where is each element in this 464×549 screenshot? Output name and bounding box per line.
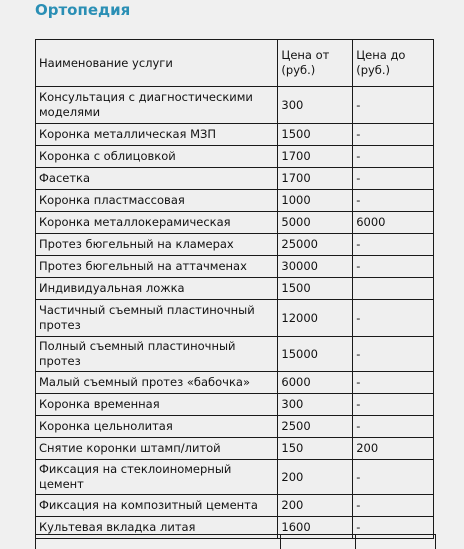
table-row — [36, 495, 434, 517]
table-header-row — [36, 40, 434, 87]
table-row — [36, 372, 434, 394]
table-row — [36, 146, 434, 168]
cell-service-name: Малый съемный протез «бабочка» — [36, 372, 278, 394]
cell-price-from: 300 — [278, 394, 353, 416]
table-body — [36, 87, 434, 539]
cell-price-from: 150 — [278, 438, 353, 460]
cell-service-name: Протез бюгельный на аттачменах — [36, 256, 278, 278]
cell-service-name: Коронка временная — [36, 394, 278, 416]
cell-price-from: 1500 — [278, 278, 353, 300]
table-row — [36, 256, 434, 278]
table-row — [36, 212, 434, 234]
column-divider — [280, 535, 281, 549]
cell-service-name: Консультация с диагностическими моделями — [36, 87, 278, 124]
cell-price-from: 200 — [278, 460, 353, 495]
cell-price-from: 1700 — [278, 168, 353, 190]
cell-service-name: Частичный съемный пластиночный протез — [36, 300, 278, 337]
table-row — [36, 168, 434, 190]
cell-price-to: - — [353, 234, 434, 256]
cell-price-to: - — [353, 337, 434, 372]
table-row — [36, 438, 434, 460]
cell-service-name: Фиксация на стеклоиномерный цемент — [36, 460, 278, 495]
table-row — [36, 460, 434, 495]
cell-price-from: 15000 — [278, 337, 353, 372]
cell-price-to: 200 — [353, 438, 434, 460]
cell-price-from: 2500 — [278, 416, 353, 438]
cell-service-name: Снятие коронки штамп/литой — [36, 438, 278, 460]
cell-price-from: 1700 — [278, 146, 353, 168]
cell-service-name: Коронка пластмассовая — [36, 190, 278, 212]
cell-price-to: - — [353, 394, 434, 416]
cell-price-from: 30000 — [278, 256, 353, 278]
cell-service-name: Коронка с облицовкой — [36, 146, 278, 168]
cell-service-name: Фасетка — [36, 168, 278, 190]
cell-price-from: 1500 — [278, 124, 353, 146]
cell-price-to: - — [353, 87, 434, 124]
cell-price-to: - — [353, 372, 434, 394]
next-table-top — [35, 534, 436, 549]
cell-price-from: 200 — [278, 495, 353, 517]
header-service-name: Наименование услуги — [36, 40, 278, 87]
cell-service-name: Фиксация на композитный цемента — [36, 495, 278, 517]
cell-price-to: - — [353, 460, 434, 495]
cell-service-name: Индивидуальная ложка — [36, 278, 278, 300]
table-row — [36, 234, 434, 256]
cell-price-to: - — [353, 190, 434, 212]
cell-service-name: Коронка металлическая МЗП — [36, 124, 278, 146]
cell-price-to: - — [353, 300, 434, 337]
cell-price-to: - — [353, 495, 434, 517]
cell-service-name: Коронка металлокерамическая — [36, 212, 278, 234]
table-row — [36, 190, 434, 212]
header-price-from: Цена от (руб.) — [278, 40, 353, 87]
column-divider — [355, 535, 356, 549]
cell-price-from: 25000 — [278, 234, 353, 256]
table-row — [36, 337, 434, 372]
cell-service-name: Протез бюгельный на кламерах — [36, 234, 278, 256]
cell-price-from: 5000 — [278, 212, 353, 234]
table-row — [36, 416, 434, 438]
cell-price-to: - — [353, 146, 434, 168]
section-heading: Ортопедия — [35, 1, 131, 19]
table-row — [36, 278, 434, 300]
cell-service-name: Культевая вкладка литая — [36, 517, 278, 539]
cell-price-to: - — [353, 416, 434, 438]
cell-service-name: Коронка цельнолитая — [36, 416, 278, 438]
cell-service-name: Полный съемный пластиночный протез — [36, 337, 278, 372]
cell-price-to: - — [353, 517, 434, 539]
cell-price-from: 300 — [278, 87, 353, 124]
cell-price-from: 6000 — [278, 372, 353, 394]
table-row — [36, 300, 434, 337]
cell-price-to: - — [353, 168, 434, 190]
table-row — [36, 124, 434, 146]
cell-price-from: 1000 — [278, 190, 353, 212]
cell-price-to — [353, 278, 434, 300]
table-row — [36, 87, 434, 124]
cell-price-to: 6000 — [353, 212, 434, 234]
price-table — [35, 39, 434, 539]
table-row — [36, 394, 434, 416]
cell-price-to: - — [353, 256, 434, 278]
cell-price-from: 12000 — [278, 300, 353, 337]
header-price-to: Цена до (руб.) — [353, 40, 434, 87]
cell-price-to: - — [353, 124, 434, 146]
cell-price-from: 1600 — [278, 517, 353, 539]
